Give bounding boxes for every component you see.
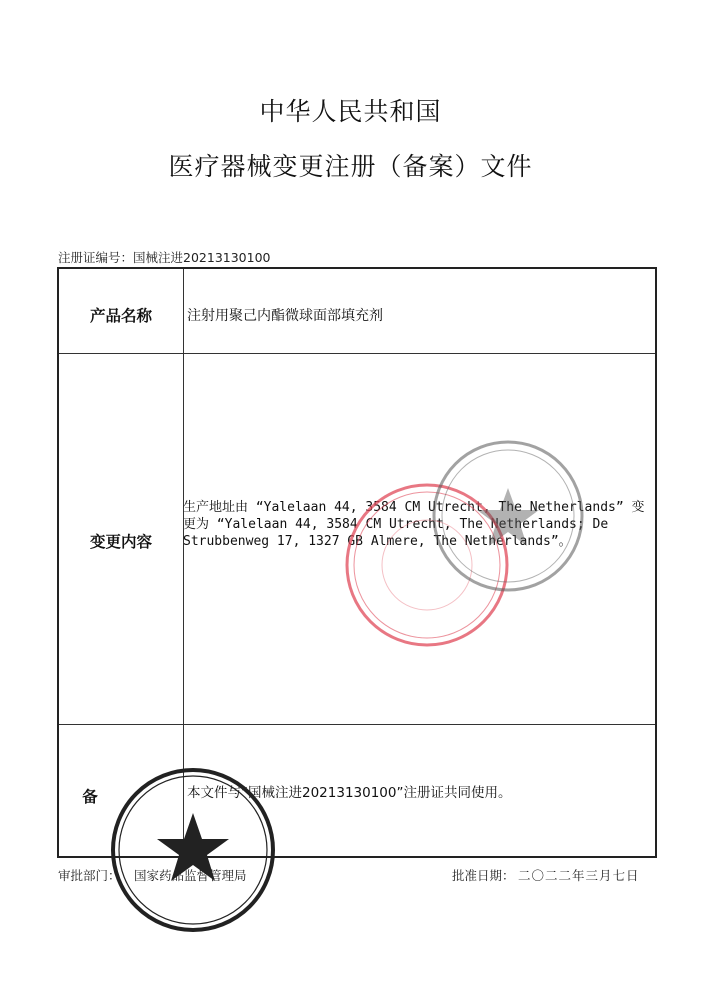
product-name-value: 注射用聚己内酯微球面部填充剂 [187,308,383,324]
authority-seal [108,765,278,935]
document-title-line1: 中华人民共和国 [259,97,442,126]
change-content-label: 变更内容 [89,533,152,551]
product-name-label: 产品名称 [89,307,152,325]
document-title-line2: 医疗器械变更注册（备案）文件 [168,152,533,181]
approval-date-label: 批准日期： [452,868,515,883]
registration-number [58,248,271,266]
remark-content: 本文件与“国械注进20213130100”注册证共同使用。 [187,785,512,801]
approval-department-label: 审批部门： [58,868,121,883]
table-row-divider [59,724,655,725]
table-row-divider [59,353,655,354]
approval-date: 二〇二二年三月七日 [518,868,640,883]
registration-number-label: 注册证编号： [58,250,134,265]
registration-number-value: 国械注进20213130100 [133,250,271,265]
approval-department: 国家药品监督管理局 [134,868,247,883]
change-content-value: 生产地址由 “Yalelaan 44, 3584 CM Utrecht, The Netherlands” 变更为 “Yalelaan 44, 3584 CM Utrecht, The Netherlands; De Strubbenweg 17, 1327 GB Almere, The Netherlands”。 [183,500,645,549]
remark-label: 备 [82,788,98,806]
company-seal-gray [428,436,588,596]
